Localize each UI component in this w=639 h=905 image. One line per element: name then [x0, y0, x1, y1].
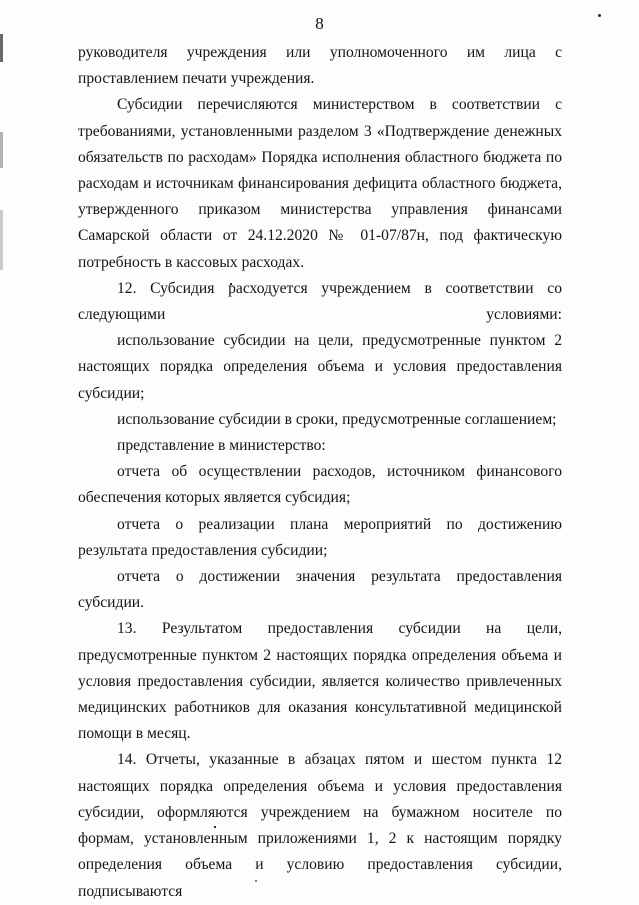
paragraph-12-condition-1: использование субсидии на цели, предусмотренные пунктом 2 настоящих порядка определения объема и условия предоставления субсидии; [78, 332, 562, 402]
document-body [78, 40, 562, 905]
paragraph-12-report-2: отчета о реализации плана мероприятий по достижению результата предоставления субсидии; [78, 515, 562, 559]
page-number: 8 [315, 14, 324, 33]
paragraph-13: 13. Результатом предоставления субсидии на цели, предусмотренные пунктом 2 настоящих порядка определения объема и условия предоставления субсидии, является количество привлеченных медицинских работников для оказания консультативной медицинской помощи в месяц. [78, 620, 562, 743]
paragraph-continuation: руководителя учреждения или уполномоченного им лица с проставлением печати учреждения. [78, 44, 562, 88]
paragraph-subsidy-transfer: Субсидии перечисляются министерством в соответствии с требованиями, установленными разделом 3 «Подтверждение денежных обязательств по расходам» Порядка исполнения областного бюджета по расходам и источникам финансирования дефицита областного бюджета, утвержденного приказом министерства управления финансами Самарской области от 24.12.2020 № 01-07/87н, под фактическую потребность в кассовых расходах. [78, 96, 562, 271]
scan-edge-mark [0, 210, 3, 270]
scan-edge-mark [0, 132, 3, 168]
paragraph-12-condition-3: представление в министерство: [117, 437, 326, 455]
paragraph-12-condition-2: использование субсидии в сроки, предусмотренные соглашением; [117, 410, 557, 428]
paragraph-12-report-3: отчета о достижении значения результата предоставления субсидии. [78, 568, 562, 612]
paragraph-12: 12. Субсидия расходуется учреждением в соответствии со следующими условиями: [78, 279, 562, 324]
paragraph-14: 14. Отчеты, указанные в абзацах пятом и шестом пункта 12 настоящих порядка определения объема и условия предоставления субсидии, оформляются учреждением на бумажном носителе по формам, установленным приложениями 1, 2 к настоящим порядку определения объема и условию предоставления субсидии, подписываются [78, 751, 562, 900]
scan-edge-mark [0, 34, 3, 62]
paragraph-12-report-1: отчета об осуществлении расходов, источником финансового обеспечения которых является субсидия; [78, 463, 562, 507]
